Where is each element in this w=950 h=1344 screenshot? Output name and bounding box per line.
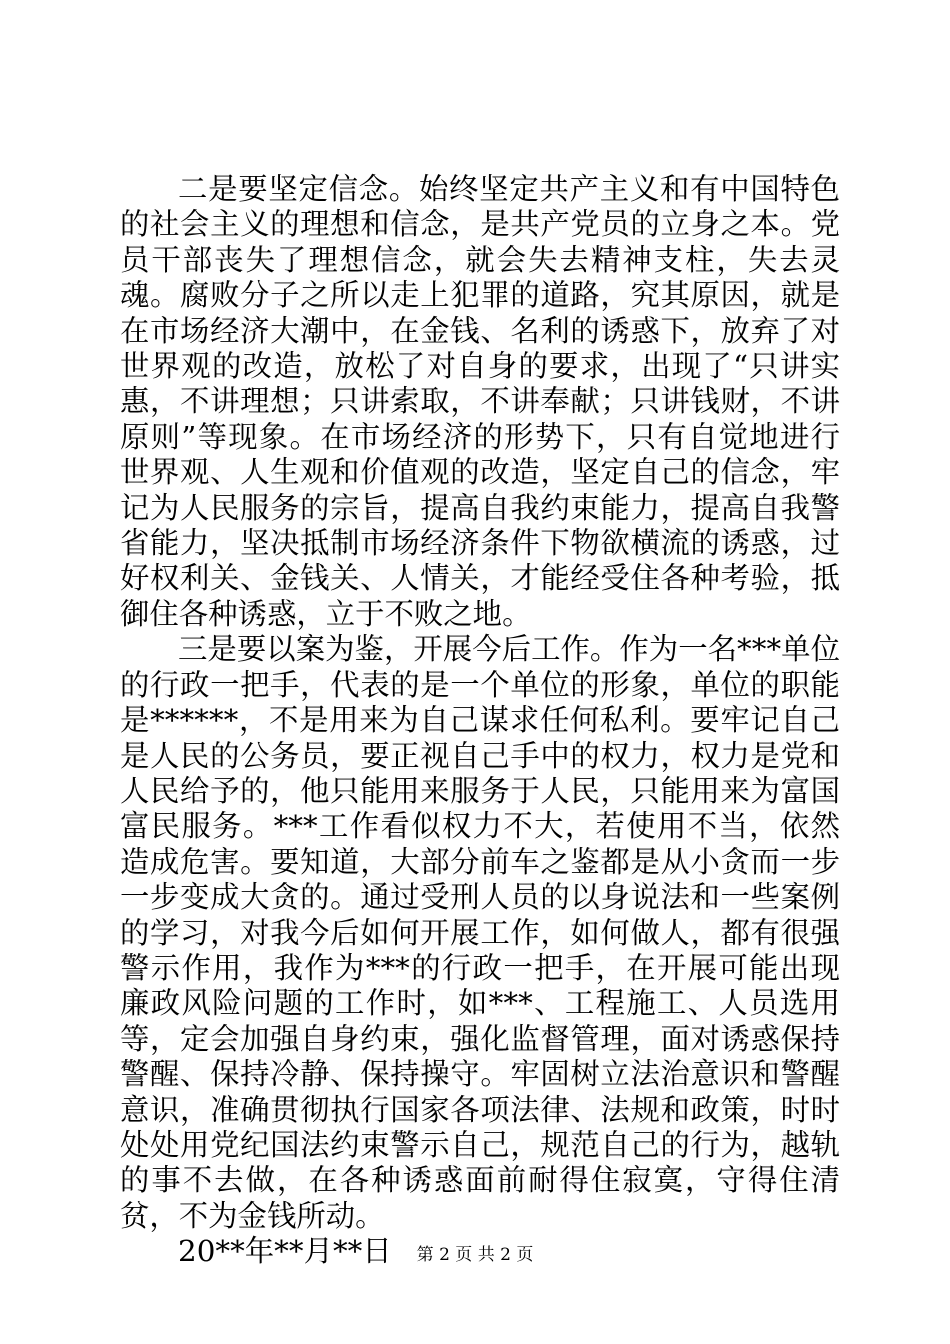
paragraph-firm-belief: 二是要坚定信念。始终坚定共产主义和有中国特色的社会主义的理想和信念，是共产党员的立身之本。党员干部丧失了理想信念，就会失去精神支柱，失去灵魂。腐败分子之所以走上犯罪的道路，究其原因，就是在市场经济大潮中，在金钱、名利的诱惑下，放弃了对世界观的改造，放松了对自身的要求，出现了“只讲实惠，不讲理想；只讲索取，不讲奉献；只讲钱财，不讲原则”等现象。在市场经济的形势下，只有自觉地进行世界观、人生观和价值观的改造，坚定自己的信念，牢记为人民服务的宗旨，提高自我约束能力，提高自我警省能力，坚决抵制市场经济条件下物欲横流的诱惑，过好权利关、金钱关、人情关，才能经受住各种考验，抵御住各种诱惑，立于不败之地。 [120, 172, 840, 631]
document-date: 20**年**月**日 [178, 1234, 392, 1269]
page-footer: 第 2 页 共 2 页 [416, 1245, 534, 1265]
document-body [120, 172, 840, 1270]
paragraph-learn-from-cases: 三是要以案为鉴，开展今后工作。作为一名***单位的行政一把手，代表的是一个单位的形象，单位的职能是******，不是用来为自己谋求任何私利。要牢记自己是人民的公务员，要正视自己手中的权力，权力是党和人民给予的，他只能用来服务于人民，只能用来为富国富民服务。***工作看似权力不大，若使用不当，依然造成危害。要知道，大部分前车之鉴都是从小贪而一步一步变成大贪的。通过受刑人员的以身说法和一些案例的学习，对我今后如何开展工作，如何做人，都有很强警示作用，我作为***的行政一把手，在开展可能出现廉政风险问题的工作时，如***、工程施工、人员选用等，定会加强自身约束，强化监督管理，面对诱惑保持警醒、保持冷静、保持操守。牢固树立法治意识和警醒意识，准确贯彻执行国家各项法律、法规和政策，时时处处用党纪国法约束警示自己，规范自己的行为，越轨的事不去做，在各种诱惑面前耐得住寂寞，守得住清贫，不为金钱所动。 [120, 632, 840, 1233]
